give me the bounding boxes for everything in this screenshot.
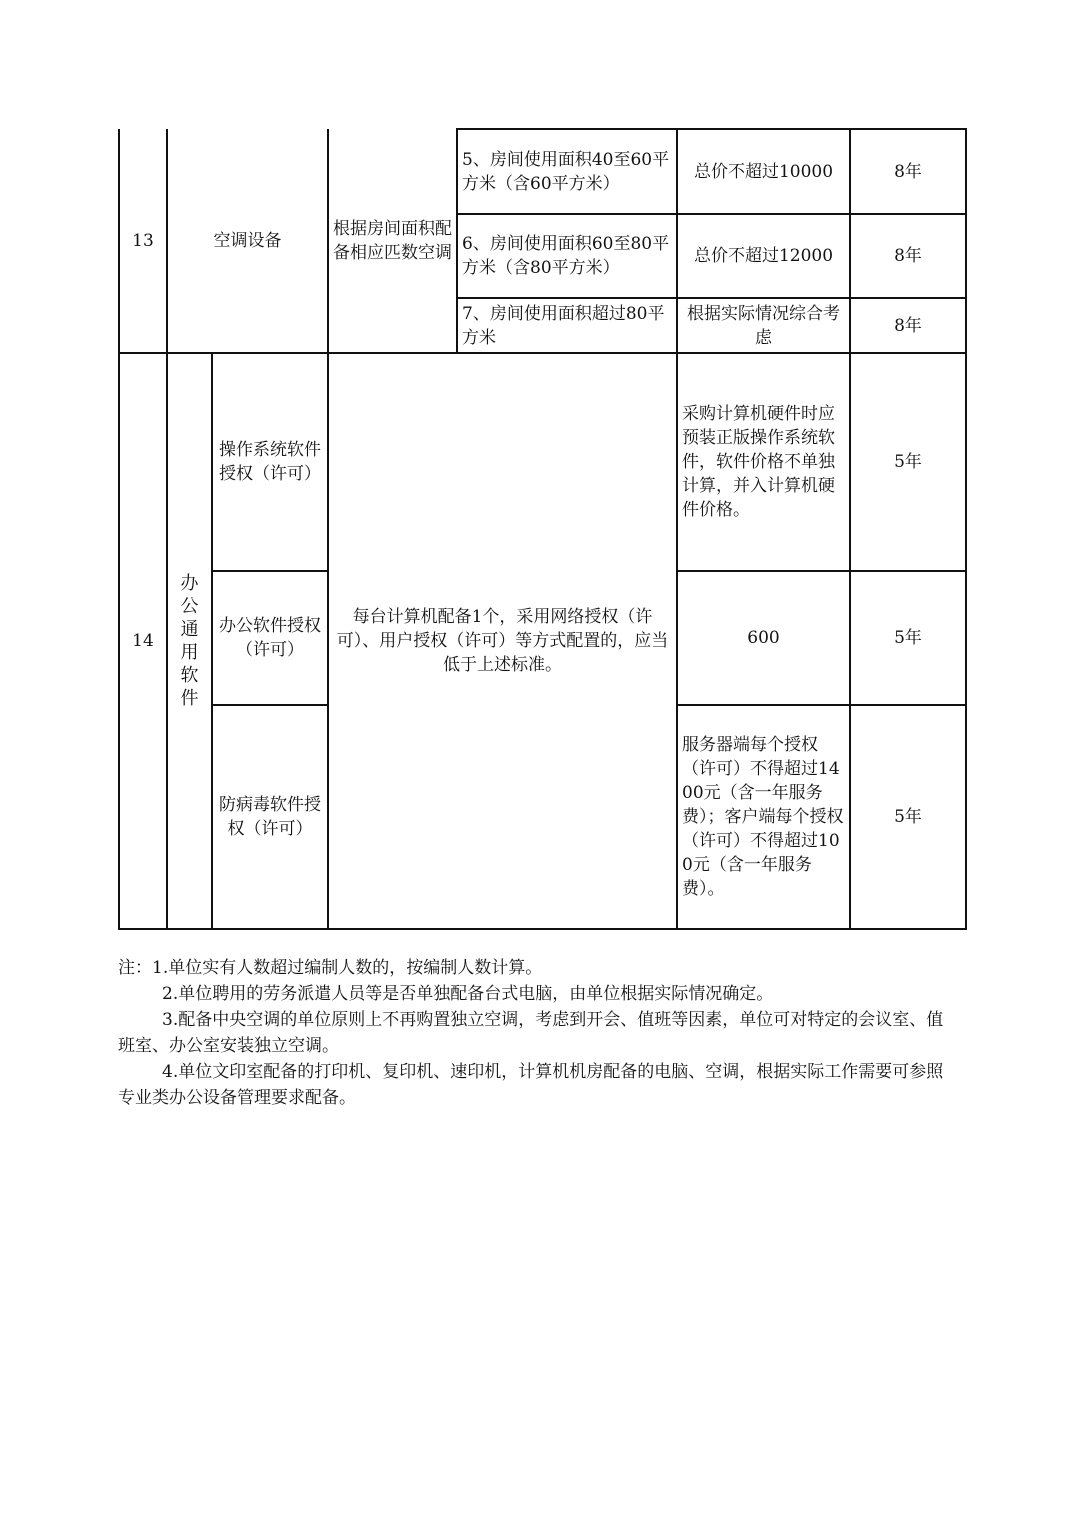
row13-price-1: 总价不超过10000 [677,129,850,214]
row14-years-1: 5年 [850,353,966,571]
row13-name: 空调设备 [167,129,328,353]
row13-spec-1: 5、房间使用面积40至60平方米（含60平方米） [457,129,677,214]
row14-years-2: 5年 [850,571,966,705]
row13-number: 13 [119,129,167,353]
row14-item-2: 办公软件授权（许可） [212,571,328,705]
note-1: 注：1.单位实有人数超过编制人数的，按编制人数计算。 [118,958,543,978]
row13-spec-3: 7、房间使用面积超过80平方米 [457,298,677,353]
row13-price-3: 根据实际情况综合考虑 [677,298,850,353]
row14-category: 办公通用软件 [180,572,199,709]
row13-years-3: 8年 [850,298,966,353]
row13-years-2: 8年 [850,214,966,298]
equipment-standard-table [118,128,967,930]
row14-rule: 每台计算机配备1个，采用网络授权（许可）、用户授权（许可）等方式配置的，应当低于上述标准。 [328,353,677,929]
note-3: 3.配备中央空调的单位原则上不再购置独立空调，考虑到开会、值班等因素，单位可对特定的会议室、值班室、办公室安装独立空调。 [118,1010,944,1056]
row14-price-3: 服务器端每个授权（许可）不得超过1400元（含一年服务费）；客户端每个授权（许可）不得超过100元（含一年服务费）。 [677,705,850,929]
note-2: 2.单位聘用的劳务派遣人员等是否单独配备台式电脑，由单位根据实际情况确定。 [162,984,774,1004]
row13-price-2: 总价不超过12000 [677,214,850,298]
row14-price-1: 采购计算机硬件时应预装正版操作系统软件，软件价格不单独计算，并入计算机硬件价格。 [677,353,850,571]
notes-section [118,955,958,1111]
row14-item-1: 操作系统软件授权（许可） [212,353,328,571]
note-4: 4.单位文印室配备的打印机、复印机、速印机，计算机机房配备的电脑、空调，根据实际工作需要可参照专业类办公设备管理要求配备。 [118,1062,944,1108]
row13-rule: 根据房间面积配备相应匹数空调 [328,129,457,353]
row13-spec-2: 6、房间使用面积60至80平方米（含80平方米） [457,214,677,298]
row14-years-3: 5年 [850,705,966,929]
row14-number: 14 [119,353,167,929]
table-row [119,129,966,214]
row14-item-3: 防病毒软件授权（许可） [212,705,328,929]
row14-category-cell [167,353,212,929]
row14-price-2: 600 [677,571,850,705]
table-row [119,353,966,571]
row13-years-1: 8年 [850,129,966,214]
